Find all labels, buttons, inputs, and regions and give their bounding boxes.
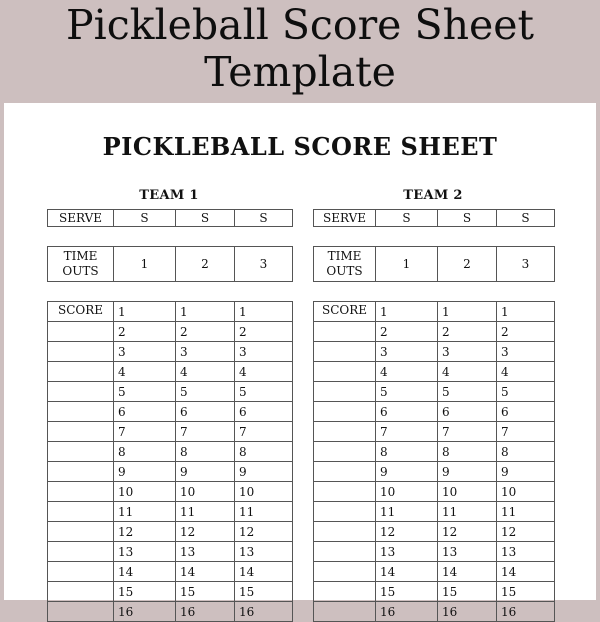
score-cell[interactable]: 8 <box>438 442 497 462</box>
score-cell[interactable]: 12 <box>376 522 438 542</box>
score-cell[interactable]: 9 <box>438 462 497 482</box>
score-row <box>48 502 293 522</box>
score-label-blank-cell <box>48 602 114 622</box>
score-cell[interactable]: 15 <box>114 582 176 602</box>
score-row <box>48 542 293 562</box>
timeouts-label-line-1: TIME <box>327 249 362 263</box>
score-cell[interactable]: 8 <box>114 442 176 462</box>
score-cell[interactable]: 8 <box>376 442 438 462</box>
score-label: SCORE <box>48 302 114 322</box>
score-cell[interactable]: 12 <box>497 522 555 542</box>
score-cell[interactable]: 14 <box>438 562 497 582</box>
score-cell[interactable]: 2 <box>235 322 293 342</box>
score-cell[interactable]: 15 <box>176 582 235 602</box>
score-label: SCORE <box>314 302 376 322</box>
score-row <box>314 402 555 422</box>
score-label-blank-cell <box>314 442 376 462</box>
score-row <box>314 542 555 562</box>
score-cell[interactable]: 13 <box>497 542 555 562</box>
score-cell[interactable]: 8 <box>176 442 235 462</box>
score-cell[interactable]: 16 <box>176 602 235 622</box>
score-cell[interactable]: 15 <box>497 582 555 602</box>
score-row <box>48 562 293 582</box>
score-cell[interactable]: 5 <box>114 382 176 402</box>
score-cell[interactable]: 6 <box>235 402 293 422</box>
score-cell[interactable]: 7 <box>235 422 293 442</box>
score-cell[interactable]: 3 <box>176 342 235 362</box>
score-cell[interactable]: 10 <box>176 482 235 502</box>
score-cell[interactable]: 14 <box>376 562 438 582</box>
score-cell[interactable]: 9 <box>497 462 555 482</box>
score-cell[interactable]: 11 <box>438 502 497 522</box>
score-row <box>48 302 293 322</box>
score-cell[interactable]: 9 <box>176 462 235 482</box>
score-cell[interactable]: 1 <box>176 302 235 322</box>
score-row <box>314 482 555 502</box>
score-label-blank-cell <box>48 442 114 462</box>
score-cell[interactable]: 1 <box>235 302 293 322</box>
score-cell[interactable]: 7 <box>376 422 438 442</box>
score-cell[interactable]: 4 <box>376 362 438 382</box>
serve-cell[interactable]: S <box>176 210 235 227</box>
timeout-cell[interactable]: 2 <box>438 247 497 282</box>
score-cell[interactable]: 8 <box>497 442 555 462</box>
score-label-blank-cell <box>314 462 376 482</box>
score-label-blank-cell <box>48 542 114 562</box>
score-row <box>314 422 555 442</box>
score-cell[interactable]: 7 <box>438 422 497 442</box>
score-row <box>314 562 555 582</box>
team-2-timeouts-table <box>313 246 555 282</box>
score-row <box>48 322 293 342</box>
score-cell[interactable]: 16 <box>376 602 438 622</box>
score-cell[interactable]: 10 <box>376 482 438 502</box>
timeouts-label-line-2: OUTS <box>62 264 99 278</box>
score-cell[interactable]: 11 <box>114 502 176 522</box>
score-cell[interactable]: 9 <box>376 462 438 482</box>
team-2-label: TEAM 2 <box>403 188 463 203</box>
team-2-serve-table <box>313 209 555 227</box>
team-1-serve-table <box>47 209 293 227</box>
score-cell[interactable]: 10 <box>438 482 497 502</box>
score-label-blank-cell <box>48 482 114 502</box>
score-cell[interactable]: 12 <box>176 522 235 542</box>
score-cell[interactable]: 2 <box>376 322 438 342</box>
score-row <box>314 382 555 402</box>
score-label-blank-cell <box>314 382 376 402</box>
score-label-blank-cell <box>48 562 114 582</box>
score-cell[interactable]: 7 <box>176 422 235 442</box>
score-cell[interactable]: 6 <box>176 402 235 422</box>
score-label-blank-cell <box>48 342 114 362</box>
team-1-timeouts-table <box>47 246 293 282</box>
score-row <box>314 362 555 382</box>
score-row <box>48 422 293 442</box>
score-cell[interactable]: 16 <box>438 602 497 622</box>
score-label-blank-cell <box>314 482 376 502</box>
score-cell[interactable]: 2 <box>438 322 497 342</box>
score-cell[interactable]: 2 <box>176 322 235 342</box>
score-cell[interactable]: 4 <box>438 362 497 382</box>
score-cell[interactable]: 16 <box>497 602 555 622</box>
score-cell[interactable]: 5 <box>497 382 555 402</box>
score-label-blank-cell <box>314 602 376 622</box>
timeouts-label <box>48 247 114 282</box>
score-row <box>48 462 293 482</box>
score-cell[interactable]: 4 <box>235 362 293 382</box>
serve-label: SERVE <box>314 210 376 227</box>
score-cell[interactable]: 15 <box>438 582 497 602</box>
score-cell[interactable]: 5 <box>376 382 438 402</box>
timeout-cell[interactable]: 3 <box>497 247 555 282</box>
score-row <box>314 602 555 622</box>
score-cell[interactable]: 10 <box>114 482 176 502</box>
serve-cell[interactable]: S <box>376 210 438 227</box>
score-cell[interactable]: 15 <box>235 582 293 602</box>
score-cell[interactable]: 4 <box>114 362 176 382</box>
score-cell[interactable]: 2 <box>114 322 176 342</box>
score-label-blank-cell <box>48 522 114 542</box>
score-cell[interactable]: 5 <box>235 382 293 402</box>
score-cell[interactable]: 7 <box>114 422 176 442</box>
score-label-blank-cell <box>48 502 114 522</box>
score-label-blank-cell <box>314 322 376 342</box>
score-row <box>48 342 293 362</box>
score-cell[interactable]: 14 <box>114 562 176 582</box>
score-cell[interactable]: 7 <box>497 422 555 442</box>
score-cell[interactable]: 14 <box>497 562 555 582</box>
score-row <box>314 302 555 322</box>
score-row <box>48 402 293 422</box>
team-1-score-table <box>47 301 293 622</box>
score-cell[interactable]: 12 <box>438 522 497 542</box>
score-cell[interactable]: 1 <box>497 302 555 322</box>
score-cell[interactable]: 6 <box>438 402 497 422</box>
score-cell[interactable]: 14 <box>176 562 235 582</box>
score-sheet <box>4 103 596 619</box>
score-label-blank-cell <box>314 562 376 582</box>
sheet-title: PICKLEBALL SCORE SHEET <box>102 132 498 161</box>
timeouts-label-line-1: TIME <box>63 249 98 263</box>
score-cell[interactable]: 6 <box>497 402 555 422</box>
score-row <box>48 522 293 542</box>
score-cell[interactable]: 13 <box>114 542 176 562</box>
score-cell[interactable]: 15 <box>376 582 438 602</box>
serve-cell[interactable]: S <box>438 210 497 227</box>
score-row <box>48 382 293 402</box>
score-row <box>48 582 293 602</box>
score-label-blank-cell <box>314 342 376 362</box>
score-cell[interactable]: 1 <box>376 302 438 322</box>
score-label-blank-cell <box>48 462 114 482</box>
score-cell[interactable]: 11 <box>376 502 438 522</box>
score-cell[interactable]: 13 <box>438 542 497 562</box>
score-row <box>48 602 293 622</box>
score-label-blank-cell <box>314 522 376 542</box>
score-cell[interactable]: 9 <box>114 462 176 482</box>
score-cell[interactable]: 3 <box>235 342 293 362</box>
score-row <box>314 582 555 602</box>
score-cell[interactable]: 9 <box>235 462 293 482</box>
score-row <box>314 502 555 522</box>
score-row <box>48 362 293 382</box>
timeout-cell[interactable]: 1 <box>114 247 176 282</box>
banner-title-line-1: Pickleball Score Sheet <box>66 1 534 49</box>
score-label-blank-cell <box>314 402 376 422</box>
score-row <box>314 462 555 482</box>
score-cell[interactable]: 13 <box>376 542 438 562</box>
score-cell[interactable]: 11 <box>176 502 235 522</box>
score-cell[interactable]: 11 <box>235 502 293 522</box>
timeouts-label <box>314 247 376 282</box>
serve-cell[interactable]: S <box>497 210 555 227</box>
score-row <box>314 342 555 362</box>
score-cell[interactable]: 16 <box>235 602 293 622</box>
score-row <box>48 482 293 502</box>
score-row <box>48 442 293 462</box>
score-label-blank-cell <box>314 502 376 522</box>
serve-cell[interactable]: S <box>114 210 176 227</box>
score-cell[interactable]: 10 <box>235 482 293 502</box>
score-label-blank-cell <box>48 422 114 442</box>
serve-cell[interactable]: S <box>235 210 293 227</box>
banner-title-line-2: Template <box>204 48 396 96</box>
score-row <box>314 322 555 342</box>
team-1-label: TEAM 1 <box>139 188 199 203</box>
score-cell[interactable]: 3 <box>497 342 555 362</box>
score-cell[interactable]: 4 <box>497 362 555 382</box>
score-label-blank-cell <box>48 382 114 402</box>
timeout-cell[interactable]: 2 <box>176 247 235 282</box>
timeout-cell[interactable]: 1 <box>376 247 438 282</box>
score-label-blank-cell <box>314 582 376 602</box>
timeout-cell[interactable]: 3 <box>235 247 293 282</box>
score-cell[interactable]: 3 <box>114 342 176 362</box>
score-cell[interactable]: 3 <box>438 342 497 362</box>
score-cell[interactable]: 12 <box>114 522 176 542</box>
score-cell[interactable]: 16 <box>114 602 176 622</box>
score-row <box>314 522 555 542</box>
team-2-score-table <box>313 301 555 622</box>
page-banner-title <box>0 2 600 96</box>
score-cell[interactable]: 2 <box>497 322 555 342</box>
score-cell[interactable]: 6 <box>114 402 176 422</box>
score-label-blank-cell <box>48 402 114 422</box>
score-cell[interactable]: 8 <box>235 442 293 462</box>
score-cell[interactable]: 11 <box>497 502 555 522</box>
score-cell[interactable]: 1 <box>438 302 497 322</box>
score-label-blank-cell <box>48 362 114 382</box>
score-cell[interactable]: 12 <box>235 522 293 542</box>
score-label-blank-cell <box>314 422 376 442</box>
score-cell[interactable]: 4 <box>176 362 235 382</box>
score-label-blank-cell <box>314 542 376 562</box>
score-row <box>314 442 555 462</box>
serve-label: SERVE <box>48 210 114 227</box>
score-label-blank-cell <box>314 362 376 382</box>
timeouts-label-line-2: OUTS <box>326 264 363 278</box>
score-cell[interactable]: 13 <box>235 542 293 562</box>
score-cell[interactable]: 5 <box>438 382 497 402</box>
score-cell[interactable]: 10 <box>497 482 555 502</box>
score-cell[interactable]: 1 <box>114 302 176 322</box>
score-cell[interactable]: 3 <box>376 342 438 362</box>
score-cell[interactable]: 5 <box>176 382 235 402</box>
score-cell[interactable]: 13 <box>176 542 235 562</box>
score-label-blank-cell <box>48 582 114 602</box>
score-cell[interactable]: 14 <box>235 562 293 582</box>
score-cell[interactable]: 6 <box>376 402 438 422</box>
score-label-blank-cell <box>48 322 114 342</box>
